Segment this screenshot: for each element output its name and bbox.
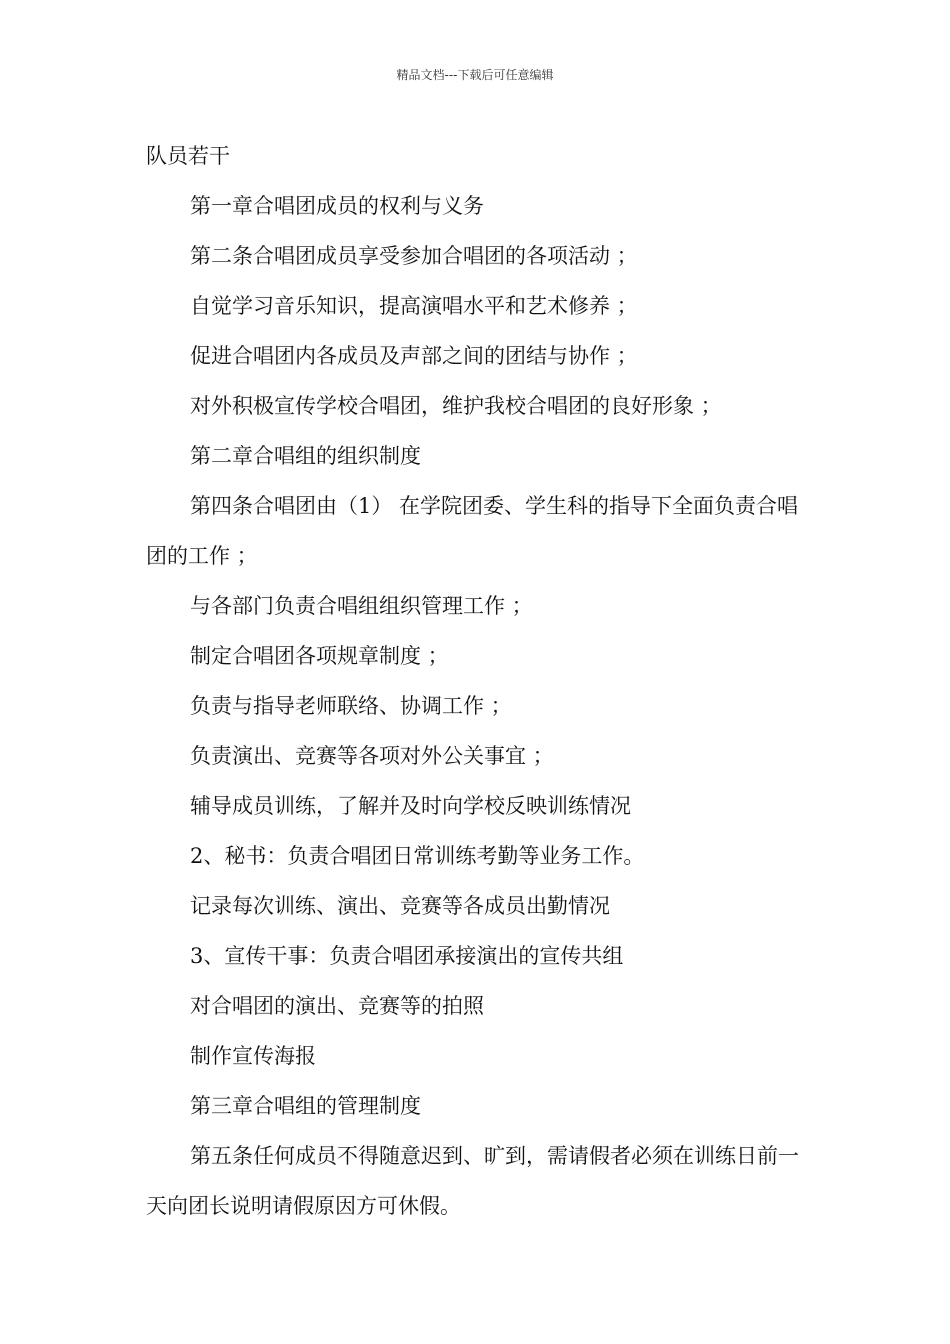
paragraph: 第四条合唱团由（1） 在学院团委、学生科的指导下全面负责合唱团的工作 ； bbox=[146, 494, 799, 568]
paragraph: 第五条任何成员不得随意迟到、旷到，需请假者必须在训练日前一天向团长说明请假原因方可休假。 bbox=[146, 1144, 799, 1218]
paragraph: 负责演出、竞赛等各项对外公关事宜 ； bbox=[190, 744, 554, 768]
paragraph: 自觉学习音乐知识，提高演唱水平和艺术修养 ； bbox=[190, 294, 638, 318]
paragraph: 对合唱团的演出、竞赛等的拍照 bbox=[190, 994, 484, 1018]
paragraph: 辅导成员训练，了解并及时向学校反映训练情况 bbox=[190, 794, 631, 818]
paragraph: 3、宣传干事：负责合唱团承接演出的宣传共组 bbox=[190, 944, 624, 968]
paragraph: 与各部门负责合唱组组织管理工作 ； bbox=[190, 594, 533, 618]
chapter-heading: 第三章合唱组的管理制度 bbox=[190, 1094, 421, 1118]
paragraph: 负责与指导老师联络、协调工作 ； bbox=[190, 694, 512, 718]
paragraph: 制定合唱团各项规章制度 ； bbox=[190, 644, 449, 668]
paragraph: 对外积极宣传学校合唱团，维护我校合唱团的良好形象 ； bbox=[190, 394, 722, 418]
paragraph: 第二条合唱团成员享受参加合唱团的各项活动 ； bbox=[190, 244, 638, 268]
chapter-heading: 第一章合唱团成员的权利与义务 bbox=[190, 194, 484, 218]
paragraph: 2、秘书：负责合唱团日常训练考勤等业务工作。 bbox=[190, 844, 645, 868]
document-body bbox=[146, 131, 811, 1231]
page-header: 精品文档---下载后可任意编辑 bbox=[396, 68, 554, 82]
chapter-heading: 第二章合唱组的组织制度 bbox=[190, 444, 421, 468]
paragraph: 制作宣传海报 bbox=[190, 1044, 316, 1068]
paragraph: 促进合唱团内各成员及声部之间的团结与协作 ； bbox=[190, 344, 638, 368]
paragraph: 队员若干 bbox=[146, 144, 230, 168]
paragraph: 记录每次训练、演出、竞赛等各成员出勤情况 bbox=[190, 894, 610, 918]
